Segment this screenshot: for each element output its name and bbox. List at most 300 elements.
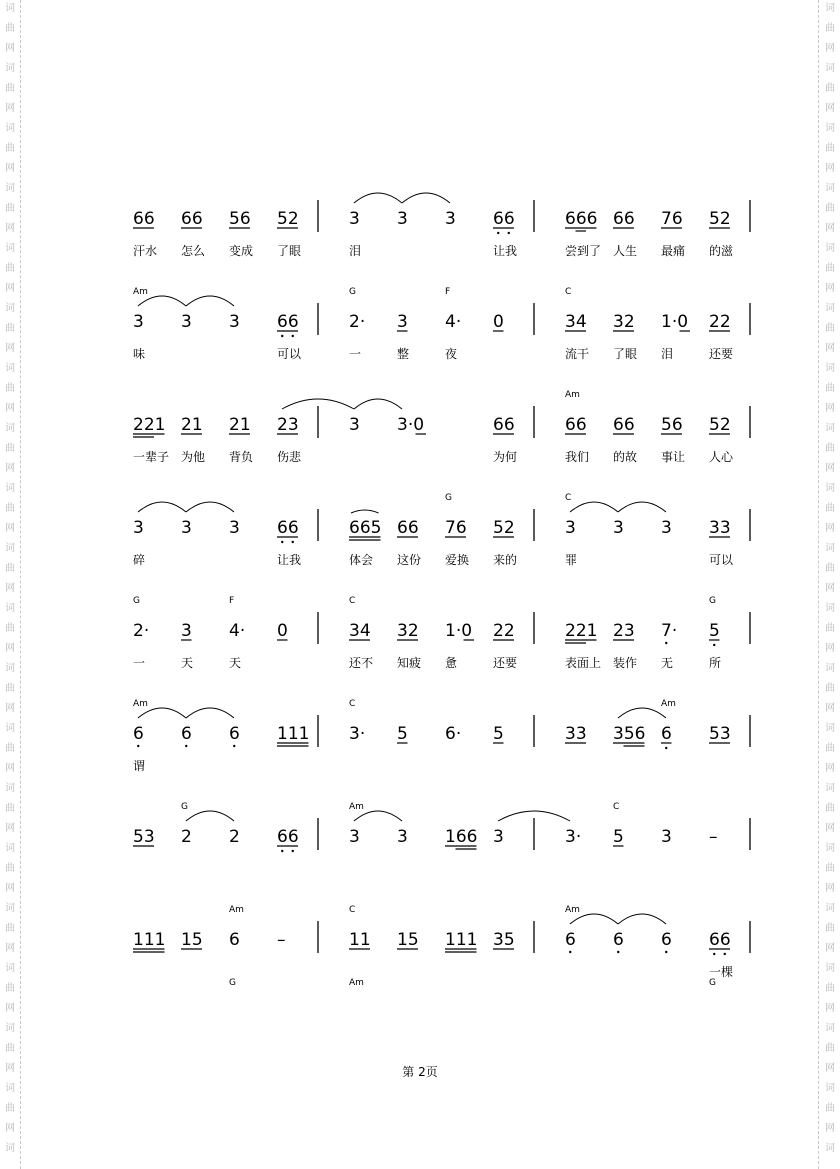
octave-dot-below [665,951,667,953]
side-watermark-char-left: 曲 [5,263,15,274]
note-group: 66 [565,415,587,435]
side-watermark-char-right: 曲 [825,623,835,634]
side-watermark-char-left: 曲 [5,1043,15,1054]
side-watermark-char-right: 网 [825,523,835,534]
side-watermark-char-left: 词 [5,603,15,614]
note-group: 32 [397,621,419,641]
note-group: 52 [709,415,731,435]
note-group: 6 [565,930,576,950]
octave-dot-below [281,850,283,852]
side-watermark-char-right: 曲 [825,83,835,94]
lyric-text: 泪 [661,347,674,361]
side-watermark-char-left: 曲 [5,923,15,934]
side-watermark-char-right: 网 [825,1123,835,1134]
note-group: 66 [613,209,635,229]
note-group: 33 [565,724,587,744]
note-group: 52 [709,209,731,229]
lyric-text: 整 [397,347,410,361]
side-watermark-char-left: 网 [5,163,15,174]
note-group: 6 [181,724,192,744]
octave-dot-below [713,644,715,646]
octave-dot-below [617,951,619,953]
chord-symbol: Am [661,699,676,709]
side-watermark-char-right: 词 [825,3,835,14]
note-group: 3 [229,312,240,332]
tie-slur [570,914,618,924]
note-group: 21 [229,415,251,435]
side-watermark-char-left: 词 [5,303,15,314]
note-group: – [277,930,286,950]
octave-dot-below [724,953,726,955]
side-watermark-char-left: 词 [5,123,15,134]
lyric-text: 一辈子 [133,450,170,464]
note-group: 3 [349,827,360,847]
note-group: 6 [661,724,672,744]
lyric-text: 味 [133,347,146,361]
note-group: 34 [349,621,371,641]
chord-symbol: G [229,978,236,988]
side-watermark-char-right: 网 [825,1003,835,1014]
side-watermark-char-right: 词 [825,423,835,434]
tie-slur [186,708,234,718]
note-group: 6· [445,724,462,744]
side-watermark-char-left: 曲 [5,503,15,514]
note-group: 3 [397,827,408,847]
side-watermark-char-right: 曲 [825,683,835,694]
side-watermark-char-right: 词 [825,1143,835,1154]
chord-symbol: F [445,287,451,297]
side-watermark-char-left: 网 [5,343,15,354]
side-watermark-char-left: 词 [5,483,15,494]
tie-slur [354,399,402,409]
lyric-text: 无 [661,656,674,670]
note-group: 3 [349,415,360,435]
note-group: 3 [493,827,504,847]
note-group: 21 [181,415,203,435]
note-group: 3· [349,724,366,744]
side-watermark-char-right: 词 [825,603,835,614]
side-watermark-char-right: 曲 [825,743,835,754]
tie-slur [402,193,450,203]
chord-symbol: G [133,596,140,606]
note-group: 66 [493,415,515,435]
chord-symbol: Am [133,699,148,709]
side-watermark-char-right: 词 [825,723,835,734]
lyric-text: 知疲 [397,656,422,670]
side-watermark-char-left: 词 [5,63,15,74]
side-watermark-char-right: 网 [825,163,835,174]
note-group: 32 [613,312,635,332]
side-watermark-char-right: 网 [825,463,835,474]
note-group: 3 [181,312,192,332]
note-group: 111 [277,724,310,744]
note-group: 5 [709,621,720,641]
tie-slur [354,811,402,821]
lyric-text: 表面上 [565,656,602,670]
side-watermark-char-left: 词 [5,663,15,674]
side-watermark-char-left: 网 [5,223,15,234]
side-watermark-char-right: 词 [825,783,835,794]
lyric-text: 夜 [445,347,458,361]
side-watermark-char-right: 词 [825,63,835,74]
octave-dot-below [292,850,294,852]
side-watermark-char-right: 曲 [825,503,835,514]
side-watermark-char-left: 曲 [5,743,15,754]
note-group: 52 [277,209,299,229]
chord-symbol: G [709,978,716,988]
octave-dot-below [281,335,283,337]
note-group: 666 [565,209,598,229]
lyric-text: 的故 [613,450,638,464]
side-watermark-char-left: 网 [5,583,15,594]
note-group: 221 [565,621,598,641]
note-group: 4· [229,621,246,641]
side-watermark-char-left: 曲 [5,383,15,394]
lyric-text: 还要 [709,347,734,361]
side-watermark-char-right: 词 [825,543,835,554]
note-group: 4· [445,312,462,332]
side-watermark-char-right: 词 [825,483,835,494]
side-watermark-char-right: 曲 [825,323,835,334]
note-group: 111 [445,930,478,950]
side-watermark-char-left: 网 [5,403,15,414]
chord-symbol: Am [349,802,364,812]
chord-symbol: C [349,596,356,606]
note-group: 3· [565,827,582,847]
side-watermark-char-left: 曲 [5,23,15,34]
note-group: 66 [709,930,731,950]
lyric-text: 事让 [661,450,686,464]
chord-symbol: Am [565,905,580,915]
octave-dot-below [508,232,510,234]
lyric-text: 为何 [493,450,518,464]
side-watermark-char-right: 词 [825,963,835,974]
side-watermark-char-left: 词 [5,783,15,794]
side-watermark-char-right: 曲 [825,1103,835,1114]
chord-symbol: Am [349,978,364,988]
side-watermark-char-left: 曲 [5,863,15,874]
tie-slur [570,502,618,512]
side-watermark-char-right: 曲 [825,563,835,574]
note-group: 35 [493,930,515,950]
chord-symbol: Am [565,390,580,400]
page-number: 第 2页 [402,1065,438,1079]
side-watermark-char-right: 曲 [825,143,835,154]
note-group: 15 [181,930,203,950]
note-group: 56 [229,209,251,229]
note-group: 34 [565,312,587,332]
note-group: 3 [613,518,624,538]
chord-symbol: G [349,287,356,297]
lyric-text: 了眼 [613,347,638,361]
note-group: 66 [613,415,635,435]
side-watermark-char-right: 词 [825,1023,835,1034]
note-group: 5 [613,827,624,847]
side-watermark-char-right: 网 [825,763,835,774]
side-watermark-char-left: 网 [5,1123,15,1134]
lyric-text: 让我 [493,244,518,258]
lyric-text: 罪 [565,553,578,567]
side-watermark-char-right: 曲 [825,383,835,394]
side-watermark-char-right: 曲 [825,863,835,874]
side-watermark-char-left: 曲 [5,803,15,814]
note-group: 221 [133,415,166,435]
side-watermark-char-right: 曲 [825,263,835,274]
note-group: 66 [277,518,299,538]
note-group: 2 [181,827,192,847]
chord-symbol: C [565,287,572,297]
octave-dot-below [569,951,571,953]
tie-slur [138,296,186,306]
chord-symbol: G [709,596,716,606]
octave-dot-below [185,745,187,747]
side-watermark-char-left: 曲 [5,683,15,694]
note-group: 22 [709,312,731,332]
tie-slur [138,708,186,718]
note-group: 3 [181,621,192,641]
lyric-text: 我们 [565,450,590,464]
lyric-text: 了眼 [277,244,302,258]
side-watermark-char-left: 网 [5,823,15,834]
side-watermark-char-left: 词 [5,183,15,194]
tie-slur [186,811,234,821]
side-watermark-char-right: 曲 [825,923,835,934]
side-watermark-char-left: 网 [5,1003,15,1014]
side-watermark-char-left: 曲 [5,203,15,214]
lyric-text: 天 [229,656,242,670]
side-watermark-char-left: 网 [5,1063,15,1074]
note-group: 2· [133,621,150,641]
note-group: 22 [493,621,515,641]
note-group: 665 [349,518,382,538]
lyric-text: 一 [133,656,146,670]
note-group: 66 [133,209,155,229]
lyric-text: 人生 [613,244,638,258]
note-group: 111 [133,930,166,950]
side-watermark-char-right: 网 [825,43,835,54]
side-watermark-char-left: 曲 [5,983,15,994]
note-group: 3 [661,518,672,538]
note-group: 11 [349,930,371,950]
side-watermark-char-right: 网 [825,223,835,234]
chord-symbol: G [181,802,188,812]
side-watermark-char-right: 词 [825,903,835,914]
side-watermark-char-right: 曲 [825,443,835,454]
lyric-text: 所 [709,656,722,670]
chord-symbol: C [613,802,620,812]
note-group: 23 [277,415,299,435]
note-group: 3 [445,209,456,229]
side-watermark-char-right: 网 [825,883,835,894]
lyric-text: 变成 [229,244,254,258]
lyric-text: 来的 [493,553,518,567]
note-group: 53 [133,827,155,847]
side-watermark-char-right: 网 [825,283,835,294]
side-watermark-char-left: 网 [5,763,15,774]
side-watermark-char-left: 曲 [5,83,15,94]
side-watermark-char-right: 网 [825,703,835,714]
note-group: 66 [277,827,299,847]
side-watermark-char-left: 词 [5,543,15,554]
octave-dot-below [233,745,235,747]
lyric-text: 流干 [565,347,590,361]
note-group: 6 [613,930,624,950]
note-group: 33 [709,518,731,538]
side-watermark-char-right: 曲 [825,203,835,214]
side-watermark-char-left: 词 [5,723,15,734]
grace-slur [351,510,379,513]
lyric-text: 体会 [349,553,374,567]
lyric-text: 泪 [349,244,362,258]
chord-symbol: F [229,596,235,606]
note-group: 56 [661,415,683,435]
side-watermark-char-left: 词 [5,363,15,374]
note-group: 3·0 [397,415,425,435]
note-group: 6 [229,724,240,744]
note-group: 2 [229,827,240,847]
side-watermark-char-right: 曲 [825,983,835,994]
lyric-text: 怎么 [181,244,206,258]
note-group: 53 [709,724,731,744]
chord-symbol: Am [229,905,244,915]
lyric-text: 伤悲 [277,450,302,464]
octave-dot-below [292,335,294,337]
lyric-text: 人心 [709,450,734,464]
note-group: 5 [493,724,504,744]
note-group: 0 [277,621,288,641]
note-group: 52 [493,518,515,538]
note-group: 2· [349,312,366,332]
side-watermark-char-left: 曲 [5,443,15,454]
lyric-text: 尝到了 [565,244,602,258]
side-watermark-char-left: 网 [5,643,15,654]
note-group: 3 [229,518,240,538]
side-watermark-char-right: 网 [825,583,835,594]
tie-slur [354,193,402,203]
note-group: 0 [493,312,504,332]
tie-slur [186,296,234,306]
side-watermark-char-left: 词 [5,1023,15,1034]
tie-slur [618,914,666,924]
lyric-text: 惫 [445,656,458,670]
octave-dot-below [665,747,667,749]
side-watermark-char-left: 网 [5,703,15,714]
octave-dot-below [497,232,499,234]
note-group: 356 [613,724,646,744]
lyric-text: 还要 [493,656,518,670]
lyric-text: 碎 [133,553,146,567]
note-group: 15 [397,930,419,950]
note-group: – [709,827,718,847]
lyric-text: 还不 [349,656,374,670]
side-watermark-char-left: 网 [5,283,15,294]
lyric-text: 可以 [277,347,302,361]
tie-slur [618,708,666,718]
side-watermark-char-left: 词 [5,903,15,914]
tie-slur [138,502,186,512]
octave-dot-below [665,642,667,644]
side-watermark-char-right: 词 [825,243,835,254]
chord-symbol: G [445,493,452,503]
note-group: 3 [661,827,672,847]
side-watermark-char-left: 词 [5,243,15,254]
side-watermark-char-left: 网 [5,523,15,534]
lyric-text: 最痛 [661,244,686,258]
note-group: 3 [181,518,192,538]
side-watermark-char-right: 网 [825,343,835,354]
tie-slur [618,502,666,512]
side-watermark-char-right: 曲 [825,803,835,814]
side-watermark-char-left: 网 [5,883,15,894]
chord-symbol: C [349,699,356,709]
side-watermark-char-left: 词 [5,3,15,14]
lyric-text: 一 [349,347,362,361]
note-group: 1·0 [661,312,689,332]
side-watermark-char-left: 网 [5,463,15,474]
lyric-text: 装作 [613,656,638,670]
lyric-text: 一棵 [709,965,734,979]
octave-dot-below [292,541,294,543]
side-watermark-char-left: 词 [5,1083,15,1094]
octave-dot-below [281,541,283,543]
lyric-text: 谓 [133,759,146,773]
note-group: 76 [661,209,683,229]
side-watermark-char-right: 曲 [825,1043,835,1054]
side-watermark-char-right: 词 [825,363,835,374]
side-watermark-char-left: 网 [5,103,15,114]
side-watermark-char-right: 曲 [825,23,835,34]
lyric-text: 的滋 [709,244,734,258]
note-group: 23 [613,621,635,641]
side-watermark-char-left: 词 [5,963,15,974]
note-group: 3 [565,518,576,538]
chord-symbol: Am [133,287,148,297]
side-watermark-char-right: 网 [825,1063,835,1074]
note-group: 5 [397,724,408,744]
note-group: 66 [181,209,203,229]
tie-slur [186,502,234,512]
note-group: 66 [397,518,419,538]
side-watermark-char-left: 曲 [5,623,15,634]
side-watermark-char-left: 曲 [5,563,15,574]
octave-dot-below [713,953,715,955]
side-watermark-char-right: 网 [825,643,835,654]
lyric-text: 为他 [181,450,206,464]
lyric-text: 可以 [709,553,734,567]
note-group: 3 [133,518,144,538]
octave-dot-below [137,745,139,747]
note-group: 3 [397,312,408,332]
side-watermark-char-right: 网 [825,823,835,834]
side-watermark-char-right: 词 [825,183,835,194]
side-watermark-char-left: 曲 [5,323,15,334]
note-group: 6 [661,930,672,950]
side-watermark-char-left: 网 [5,943,15,954]
chord-symbol: C [565,493,572,503]
side-watermark-char-right: 网 [825,943,835,954]
side-watermark-char-left: 词 [5,423,15,434]
lyric-text: 天 [181,656,194,670]
side-watermark-char-left: 词 [5,1143,15,1154]
note-group: 7· [661,621,678,641]
lyric-text: 爱换 [445,553,470,567]
chord-symbol: C [349,905,356,915]
lyric-text: 这份 [397,553,422,567]
side-watermark-char-left: 词 [5,843,15,854]
lyric-text: 背负 [229,450,254,464]
note-group: 3 [349,209,360,229]
side-watermark-char-right: 词 [825,1083,835,1094]
